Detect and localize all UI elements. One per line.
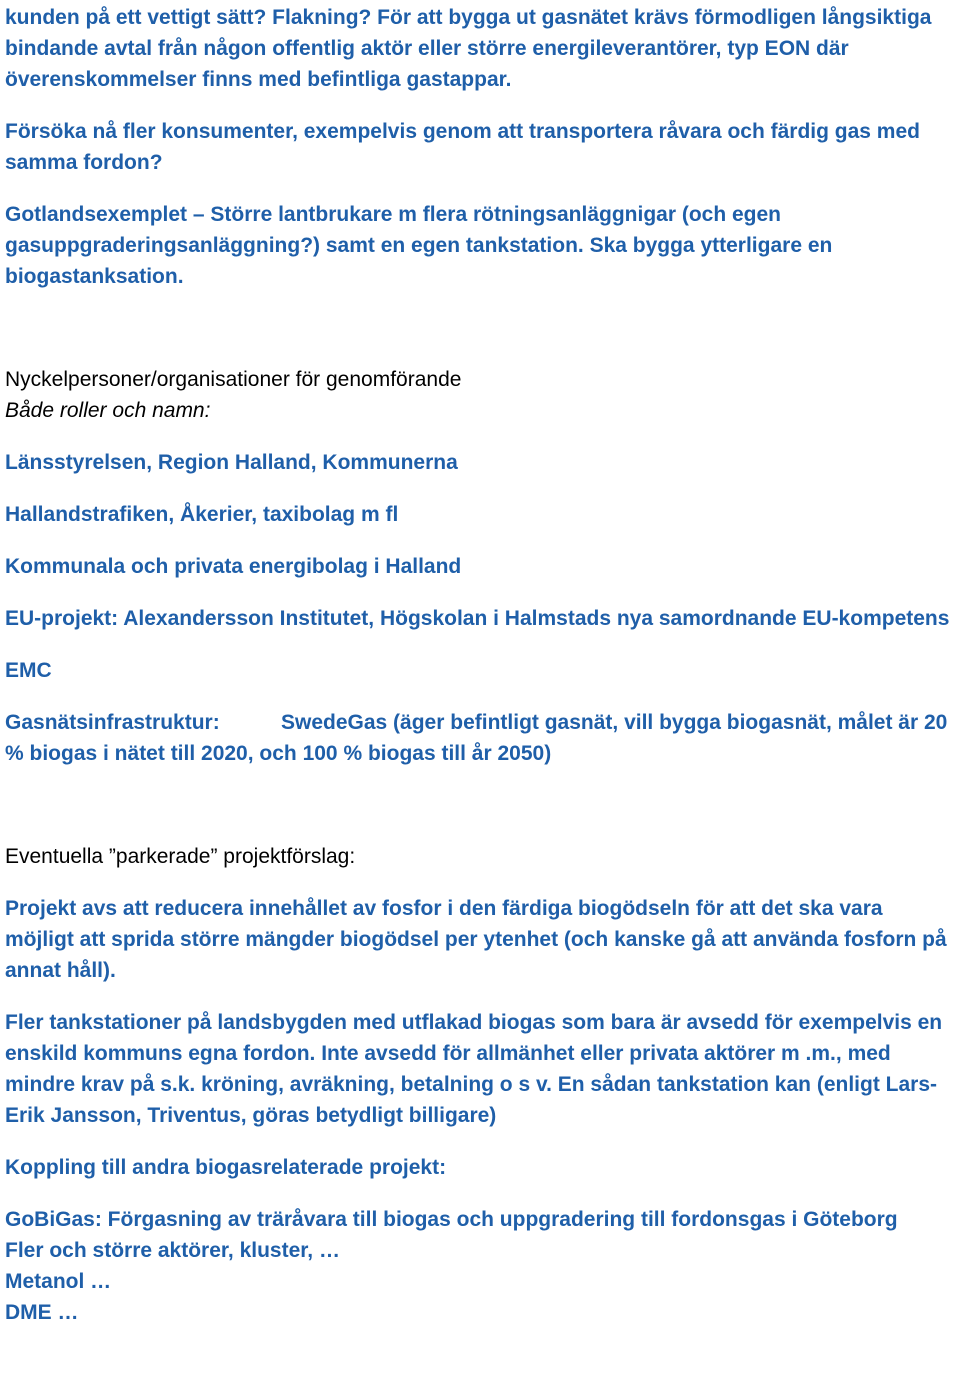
intro-paragraph-3: Gotlandsexemplet – Större lantbrukare m flera rötningsanläggnigar (och egen gasuppgraderingsanläggning?) samt en egen tankstation. Ska bygga ytterligare en biogastanksation. xyxy=(5,203,833,288)
parked-heading-post: projektförslag: xyxy=(217,845,356,868)
links-line-1: GoBiGas: Förgasning av träråvara till biogas och uppgradering till fordonsgas i Göteborg xyxy=(5,1208,898,1231)
key-people-item: EU-projekt: Alexandersson Institutet, Högskolan i Halmstads nya samordnande EU-kompetens xyxy=(5,607,950,630)
intro-paragraph-1: kunden på ett vettigt sätt? Flakning? För att bygga ut gasnätet krävs förmodligen långsiktiga bindande avtal från någon offentlig aktör eller större energileverantörer, typ EON där överenskommelser finns med befintliga gastappar. xyxy=(5,6,932,91)
key-people-subheading: Både roller och namn: xyxy=(5,399,211,422)
links-line-3: Metanol … xyxy=(5,1270,112,1293)
parked-paragraph-2: Fler tankstationer på landsbygden med utflakad biogas som bara är avsedd för exempelvis en enskild kommuns egna fordon. Inte avsedd för allmänhet eller privata aktörer m .m., med mindre krav på s.k. kröning, avräkning, betalning o s v. En sådan tankstation kan (enligt Lars-Erik Jansson, Triventus, göras betydligt billigare) xyxy=(5,1011,943,1127)
key-people-item: Länsstyrelsen, Region Halland, Kommunerna xyxy=(5,451,458,474)
infrastructure-text: SwedeGas (äger befintligt gasnät, vill bygga biogasnät, målet är 20 % biogas i nätet till 2020, och 100 % biogas till år 2050) xyxy=(5,711,948,765)
parked-heading-pre: Eventuella xyxy=(5,845,109,868)
parked-heading xyxy=(5,841,957,872)
key-people-heading: Nyckelpersoner/organisationer för genomförande xyxy=(5,368,462,391)
key-people-item: Kommunala och privata energibolag i Halland xyxy=(5,555,462,578)
parked-paragraph-1: Projekt avs att reducera innehållet av fosfor i den färdiga biogödseln för att det ska vara möjligt att sprida större mängder biogödsel per ytenhet (och kanske gå att använda fosforn på annat håll). xyxy=(5,897,947,982)
intro-paragraph-2: Försöka nå fler konsumenter, exempelvis genom att transportera råvara och färdig gas med samma fordon? xyxy=(5,120,920,174)
key-people-item: EMC xyxy=(5,659,52,682)
infrastructure-label: Gasnätsinfrastruktur: xyxy=(5,711,220,734)
infrastructure-paragraph xyxy=(5,707,957,769)
links-line-4: DME … xyxy=(5,1301,79,1324)
document-page xyxy=(5,2,957,1328)
parked-heading-mid: ”parkerade” xyxy=(108,845,218,868)
links-heading: Koppling till andra biogasrelaterade projekt: xyxy=(5,1156,447,1179)
key-people-item: Hallandstrafiken, Åkerier, taxibolag m fl xyxy=(5,503,399,526)
links-line-2: Fler och större aktörer, kluster, … xyxy=(5,1239,340,1262)
